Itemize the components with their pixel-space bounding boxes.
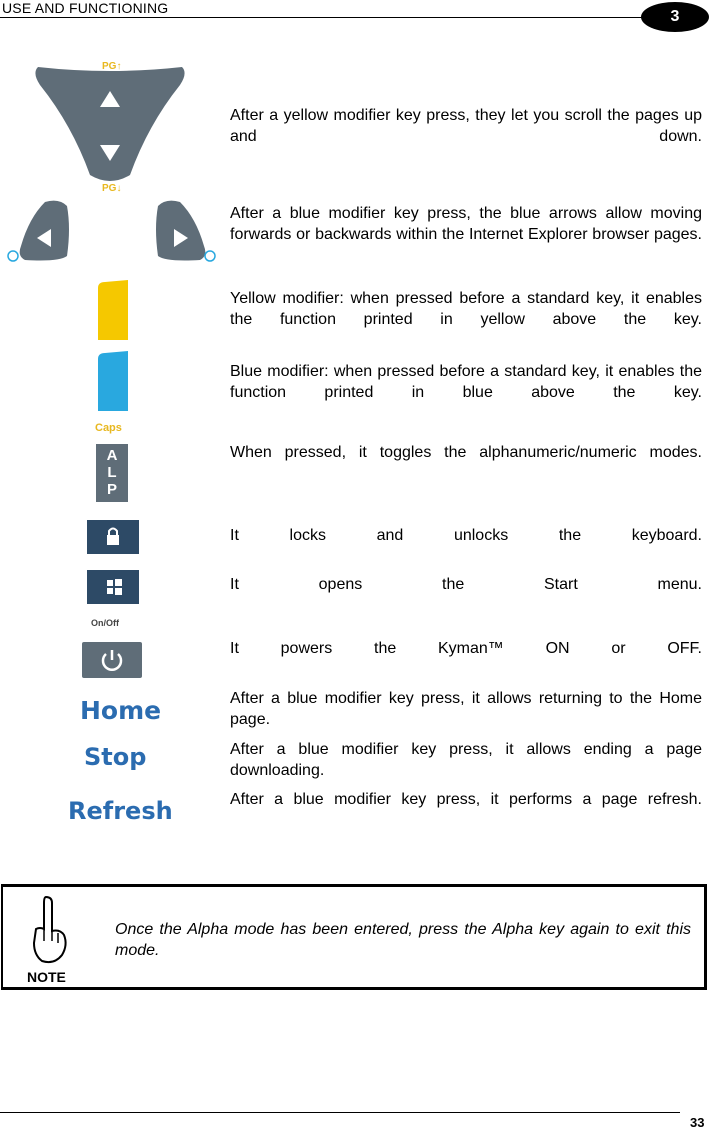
key-description: After a blue modifier key press, it allows ending a page downloading. bbox=[230, 741, 702, 779]
page-number: 33 bbox=[690, 1115, 705, 1130]
section-title: USE AND FUNCTIONING bbox=[2, 0, 169, 16]
note-label: NOTE bbox=[27, 969, 66, 985]
key-row-home bbox=[0, 686, 712, 732]
pgup-pgdn-scroll-keys-icon bbox=[30, 55, 190, 195]
note-text: Once the Alpha mode has been entered, press the Alpha key again to exit this mode. bbox=[115, 921, 691, 959]
key-row-start bbox=[0, 568, 712, 604]
key-description: After a blue modifier key press, it performs a page refresh. bbox=[230, 791, 702, 808]
key-description: Blue modifier: when pressed before a standard key, it enables the function printed in blue above the key. bbox=[230, 363, 702, 401]
chapter-number: 3 bbox=[670, 8, 680, 25]
key-row-blue-modifier bbox=[0, 351, 712, 413]
left-right-arrow-keys-icon bbox=[5, 198, 220, 268]
pointing-hand-icon bbox=[30, 895, 70, 967]
refresh-word-icon: Refresh bbox=[68, 797, 173, 825]
key-description: It locks and unlocks the keyboard. bbox=[230, 527, 702, 544]
key-description: Yellow modifier: when pressed before a standard key, it enables the function printed in yellow above the key. bbox=[230, 290, 702, 328]
key-row-yellow-modifier bbox=[0, 280, 712, 342]
key-row-stop bbox=[0, 737, 712, 783]
alp-key-letter: A bbox=[106, 447, 118, 464]
header-rule bbox=[0, 17, 650, 18]
alp-key-icon bbox=[96, 444, 128, 502]
key-row-refresh bbox=[0, 787, 712, 833]
key-description: It powers the Kyman™ ON or OFF. bbox=[230, 640, 702, 657]
pgup-label: PG↑ bbox=[102, 61, 122, 72]
footer-rule bbox=[0, 1112, 680, 1113]
stop-word-icon: Stop bbox=[84, 743, 147, 771]
power-key-icon bbox=[82, 642, 142, 678]
key-description: After a yellow modifier key press, they let you scroll the pages up and down. bbox=[230, 107, 702, 145]
blue-modifier-key-icon bbox=[95, 351, 131, 413]
key-description: After a blue modifier key press, it allows returning to the Home page. bbox=[230, 690, 702, 728]
key-description: It opens the Start menu. bbox=[230, 576, 702, 593]
key-row-arrows bbox=[0, 198, 712, 268]
key-row-pgup-pgdn bbox=[0, 55, 712, 195]
key-description: When pressed, it toggles the alphanumeric/numeric modes. bbox=[230, 444, 702, 461]
lock-key-icon bbox=[87, 520, 139, 554]
key-row-power bbox=[0, 618, 712, 678]
on-off-label: On/Off bbox=[91, 618, 119, 628]
pgdn-label: PG↓ bbox=[102, 183, 122, 194]
home-word-icon: Home bbox=[80, 696, 162, 725]
alp-key-letter: P bbox=[106, 481, 117, 498]
start-menu-key-icon bbox=[87, 570, 139, 604]
key-description: After a blue modifier key press, the blue arrows allow moving forwards or backwards within the Internet Explorer browser pages. bbox=[230, 205, 702, 243]
caps-label: Caps bbox=[95, 422, 122, 434]
note-box bbox=[1, 884, 707, 990]
key-row-lock bbox=[0, 518, 712, 554]
key-row-alp bbox=[0, 422, 712, 504]
yellow-modifier-key-icon bbox=[95, 280, 131, 342]
alp-key-letter: L bbox=[107, 464, 117, 481]
chapter-badge bbox=[641, 2, 709, 32]
